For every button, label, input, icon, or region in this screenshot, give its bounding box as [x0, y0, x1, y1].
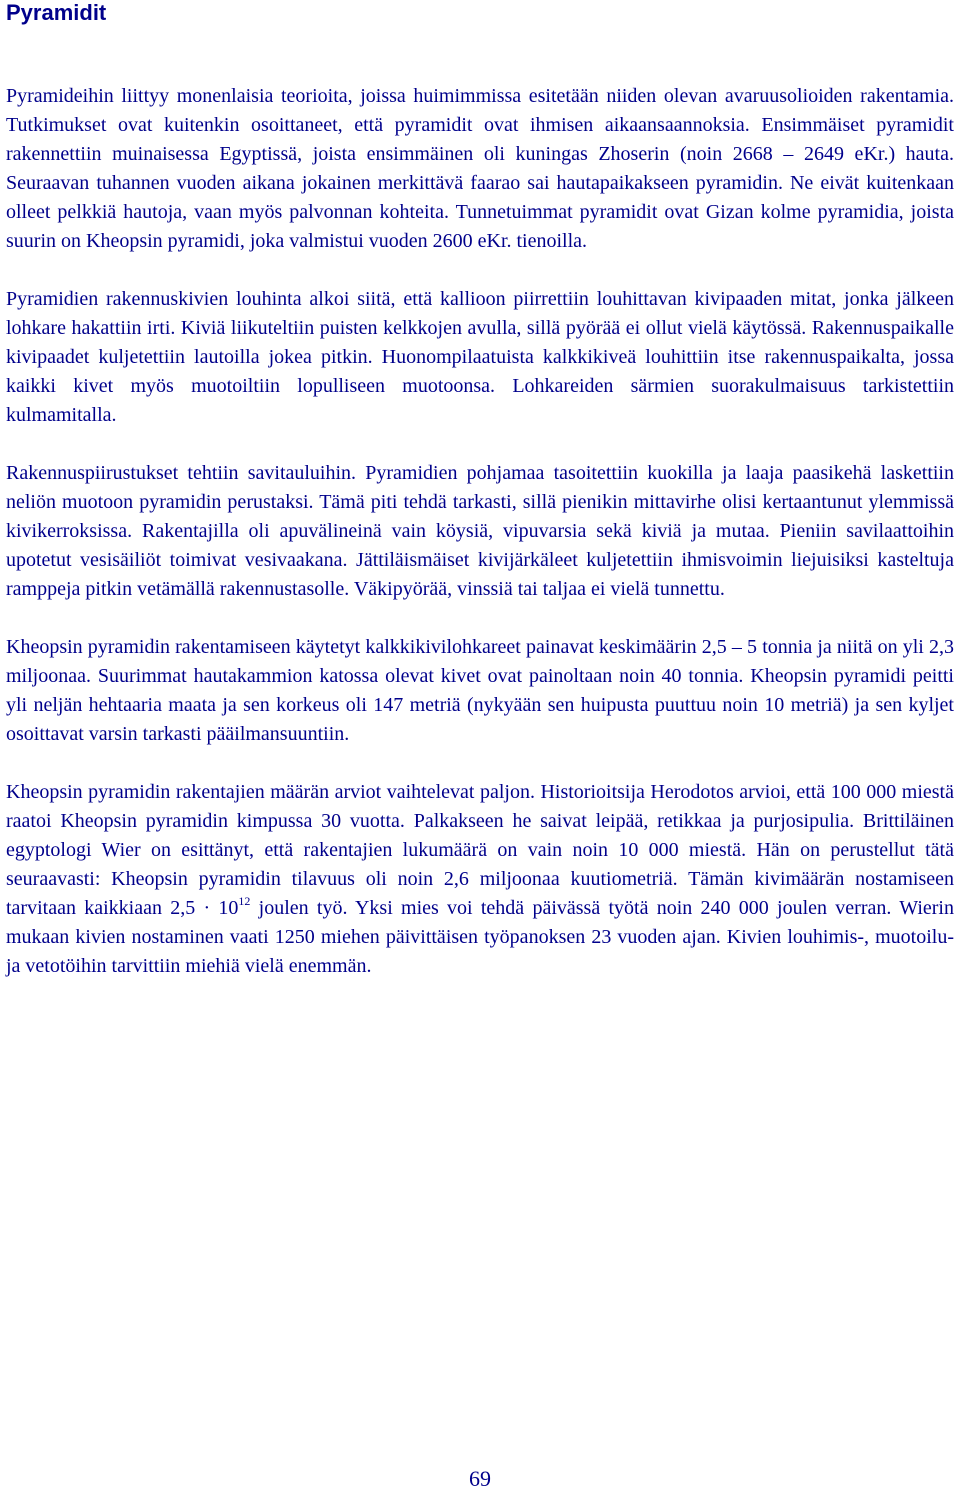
paragraph-kheops-stones: Kheopsin pyramidin rakentamiseen käytetyt kalkkikivilohkareet painavat keskimäärin 2,5 – 5 tonnia ja niitä on yli 2,3 miljoonaa. Suurimmat hautakammion katossa olevat kivet ovat painoltaan noin 40 tonnia. Kheopsin pyramidi peitti yli neljän hehtaaria maata ja sen korkeus oli 147 metriä (nykyään sen huipusta puuttuu noin 10 metriä) ja sen kyljet osoittavat varsin tarkasti pääilmansuuntiin. — [6, 636, 954, 745]
page-number: 69 — [469, 1466, 491, 1491]
paragraph-intro: Pyramideihin liittyy monenlaisia teorioita, joissa huimimmissa esitetään niiden olevan avaruusolioiden rakentamia. Tutkimukset ovat kuitenkin osoittaneet, että pyramidit ovat ihmisen aikaansaannoksia. Ensimmäiset pyramidit rakennettiin muinaisessa Egyptissä, joista ensimmäinen oli kuningas Zhoserin (noin 2668 – 2649 eKr.) hauta. Seuraavan tuhannen vuoden aikana jokainen merkittävä faarao sai hautapaikakseen pyramidin. Ne eivät kuitenkaan olleet pelkkiä hautoja, vaan myös palvonnan kohteita. Tunnetuimmat pyramidit ovat Gizan kolme pyramidia, joista suurin on Kheopsin pyramidi, joka valmistui vuoden 2600 eKr. tienoilla. — [6, 85, 954, 252]
paragraph-builders — [6, 778, 954, 981]
builders-text-end: joulen työ. Yksi mies voi tehdä päivässä työtä noin 240 000 joulen verran. Wierin mukaan kivien nostaminen vaati 1250 miehen päivittäisen työpanoksen 23 vuoden ajan. Kivien louhimis-, muotoilu- ja vetotöihin tarvittiin miehiä vielä enemmän. — [6, 897, 954, 977]
page-title: Pyramidit — [6, 0, 107, 25]
builders-text-start: Kheopsin pyramidin rakentajien määrän arviot vaihtelevat paljon. Historioitsija Herodotos arvioi, että 100 000 miestä raatoi Kheopsin pyramidin kimpussa 30 vuotta. Palkakseen he saivat leipää, retikkaa ja purjosipulia. Brittiläinen egyptologi Wier on esittänyt, että rakentajien lukumäärä on vain noin 10 000 miestä. Hän on perustellut tätä seuraavasti: Kheopsin pyramidin tilavuus oli noin 2,6 miljoonaa kuutiometriä. Tämän kivimäärän nostamiseen tarvitaan kaikkiaan 2,5 · 10 — [6, 781, 954, 919]
paragraph-quarrying: Pyramidien rakennuskivien louhinta alkoi siitä, että kallioon piirrettiin louhittavan kivipaaden mitat, jonka jälkeen lohkare hakattiin irti. Kiviä liikuteltiin puisten kelkkojen avulla, sillä pyörää ei ollut vielä käytössä. Rakennuspaikalle kivipaadet kuljetettiin lautoilla jokea pitkin. Huonompilaatuista kalkkikiveä louhittiin itse rakennuspaikalta, jossa kaikki kivet myös muotoiltiin lopulliseen muotoonsa. Lohkareiden särmien suorakulmaisuus tarkistettiin kulmamitalla. — [6, 288, 954, 426]
exponent: 12 — [238, 894, 251, 908]
body-text — [6, 82, 954, 981]
paragraph-construction: Rakennuspiirustukset tehtiin savitauluihin. Pyramidien pohjamaa tasoitettiin kuokilla ja laaja paasikehä laskettiin neliön muotoon pyramidin perustaksi. Tämä piti tehdä tarkasti, sillä pienikin mittavirhe olisi kertaantunut ylemmissä kivikerroksissa. Rakentajilla oli apuvälineinä vain köysiä, vipuvarsia sekä kiviä ja mutaa. Pieniin savilaattoihin upotetut vesisäiliöt toimivat vesivaakana. Jättiläismäiset kivijärkäleet kuljetettiin ihmisvoimin liejuisiksi kasteltuja ramppeja pitkin vetämällä rakennustasolle. Väkipyörää, vinssiä tai taljaa ei vielä tunnettu. — [6, 462, 954, 600]
